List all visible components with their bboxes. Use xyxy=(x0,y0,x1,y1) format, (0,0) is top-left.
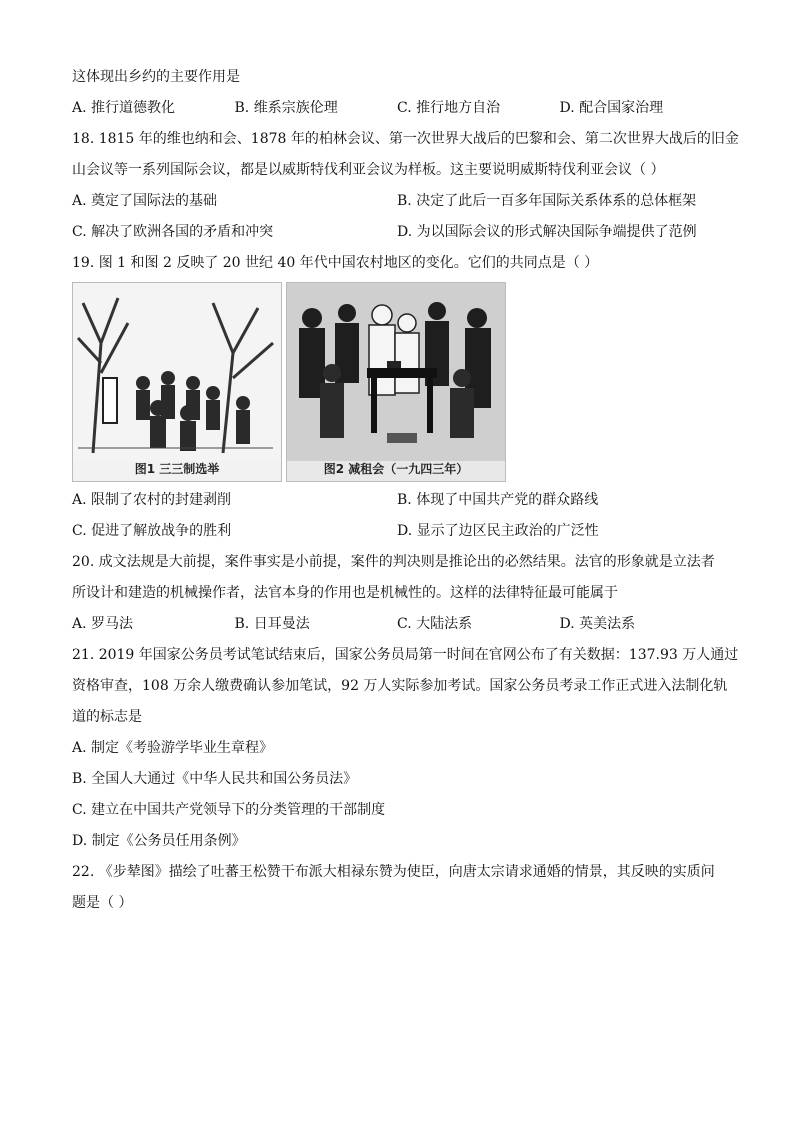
q19-options-row2 xyxy=(72,516,722,547)
q18-options-row2 xyxy=(72,217,722,248)
q21-stem-line3: 道的标志是 xyxy=(72,709,142,725)
q19-options-row1 xyxy=(72,485,722,516)
q21-option-b[interactable]: B. 全国人大通过《中华人民共和国公务员法》 xyxy=(72,771,358,787)
q17-option-d[interactable]: D. 配合国家治理 xyxy=(559,100,664,116)
q20-stem-line1: 20. 成文法规是大前提，案件事实是小前提，案件的判决则是推论出的必然结果。法官的形象就是立法者 xyxy=(72,554,715,570)
q21-option-a[interactable]: A. 制定《考验游学毕业生章程》 xyxy=(72,740,274,756)
q18-stem-line2: 山会议等一系列国际会议，都是以威斯特伐利亚会议为样板。这主要说明威斯特伐利亚会议（ ） xyxy=(72,162,665,178)
figure-2-illustration xyxy=(287,283,505,461)
q19-option-d[interactable]: D. 显示了边区民主政治的广泛性 xyxy=(397,523,599,539)
q21-option-d[interactable]: D. 制定《公务员任用条例》 xyxy=(72,833,246,849)
q17-option-a[interactable]: A. 推行道德教化 xyxy=(72,100,176,116)
q19-option-b[interactable]: B. 体现了中国共产党的群众路线 xyxy=(397,492,599,508)
q18-option-a[interactable]: A. 奠定了国际法的基础 xyxy=(72,193,218,209)
q19-figures xyxy=(72,282,506,480)
q18-option-b[interactable]: B. 决定了此后一百多年国际关系体系的总体框架 xyxy=(397,193,697,209)
q22-stem-line2: 题是（ ） xyxy=(72,895,133,911)
q21-option-c[interactable]: C. 建立在中国共产党领导下的分类管理的干部制度 xyxy=(72,802,386,818)
q20-option-c[interactable]: C. 大陆法系 xyxy=(397,616,473,632)
figure-2-caption: 图2 减租会（一九四三年） xyxy=(323,462,469,476)
q18-option-c[interactable]: C. 解决了欧洲各国的矛盾和冲突 xyxy=(72,224,274,240)
exam-page xyxy=(72,62,739,919)
q20-option-a[interactable]: A. 罗马法 xyxy=(72,616,134,632)
figure-1-illustration xyxy=(73,283,281,461)
figure-2-rent-reduction-woodcut xyxy=(286,282,506,482)
q20-options xyxy=(72,609,722,640)
q18-option-d[interactable]: D. 为以国际会议的形式解决国际争端提供了范例 xyxy=(397,224,697,240)
q18-stem-line1: 18. 1815 年的维也纳和会、1878 年的柏林会议、第一次世界大战后的巴黎和会、第二次世界大战后的旧金 xyxy=(72,131,739,147)
q20-option-d[interactable]: D. 英美法系 xyxy=(559,616,636,632)
q19-option-a[interactable]: A. 限制了农村的封建剥削 xyxy=(72,492,232,508)
q20-option-b[interactable]: B. 日耳曼法 xyxy=(234,616,310,632)
q22-stem-line1: 22. 《步辇图》描绘了吐蕃王松赞干布派大相禄东赞为使臣，向唐太宗请求通婚的情景，其反映的实质问 xyxy=(72,864,715,880)
q19-option-c[interactable]: C. 促进了解放战争的胜利 xyxy=(72,523,232,539)
q18-options-row1 xyxy=(72,186,722,217)
q21-stem-line1: 21. 2019 年国家公务员考试笔试结束后，国家公务员局第一时间在官网公布了有关数据：137.93 万人通过 xyxy=(72,647,739,663)
figure-1-caption: 图1 三三制选举 xyxy=(134,462,220,476)
q19-stem: 19. 图 1 和图 2 反映了 20 世纪 40 年代中国农村地区的变化。它们的共同点是（ ） xyxy=(72,255,599,271)
q17-options xyxy=(72,93,722,124)
figure-1-election-woodcut xyxy=(72,282,282,482)
q17-stem-tail: 这体现出乡约的主要作用是 xyxy=(72,69,240,85)
q21-stem-line2: 资格审查，108 万余人缴费确认参加笔试，92 万人实际参加考试。国家公务员考录工作正式进入法制化轨 xyxy=(72,678,728,694)
q17-option-b[interactable]: B. 维系宗族伦理 xyxy=(234,100,338,116)
q17-option-c[interactable]: C. 推行地方自治 xyxy=(397,100,501,116)
q20-stem-line2: 所设计和建造的机械操作者，法官本身的作用也是机械性的。这样的法律特征最可能属于 xyxy=(72,585,618,601)
